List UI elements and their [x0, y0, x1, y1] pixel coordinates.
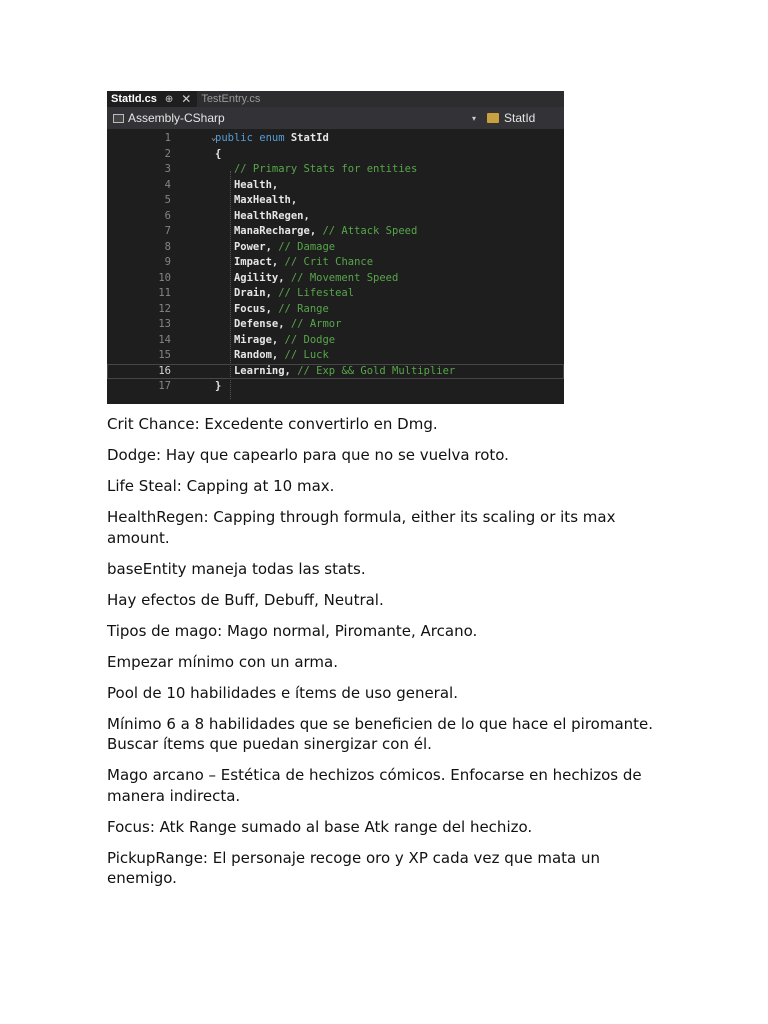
code-comment: // Crit Chance — [284, 256, 374, 268]
code-comment: // Exp && Gold Multiplier — [297, 364, 456, 377]
editor-tab-bar — [107, 91, 564, 107]
chevron-down-icon[interactable]: ▾ — [472, 113, 477, 123]
note-paragraph: Life Steal: Capping at 10 max. — [107, 477, 335, 495]
navigation-bar — [107, 107, 564, 129]
tab-label: TestEntry.cs — [201, 93, 261, 105]
line-number: 11 — [158, 287, 171, 299]
note-paragraph: Crit Chance: Excedente convertirlo en Dmg. — [107, 415, 438, 433]
code-line — [107, 271, 564, 287]
code-line — [107, 286, 564, 302]
code-text — [215, 348, 329, 364]
code-token: Defense, — [215, 318, 291, 330]
line-number: 16 — [158, 364, 171, 377]
code-text — [215, 286, 354, 302]
note-paragraph: Focus: Atk Range sumado al base Atk range del hechizo. — [107, 817, 533, 836]
line-number: 14 — [158, 333, 171, 346]
code-text — [215, 333, 335, 349]
code-line — [107, 147, 564, 163]
code-line — [107, 224, 564, 240]
code-token: HealthRegen, — [215, 209, 310, 222]
code-token — [215, 163, 234, 175]
project-icon — [113, 114, 124, 123]
close-icon[interactable]: ✕ — [181, 92, 192, 106]
code-token: Health, — [215, 178, 279, 191]
code-comment: // Damage — [278, 240, 336, 253]
code-text — [215, 178, 278, 194]
line-number: 9 — [164, 256, 171, 268]
tab-testentry[interactable] — [197, 91, 266, 107]
line-number: 8 — [164, 240, 171, 253]
project-dropdown[interactable]: Assembly-CSharp — [128, 111, 225, 125]
line-number: 6 — [164, 209, 171, 222]
code-line — [107, 178, 564, 194]
code-line — [107, 162, 564, 178]
code-line — [107, 348, 564, 364]
line-number: 5 — [164, 194, 171, 206]
code-text — [215, 255, 373, 271]
code-text — [215, 147, 221, 163]
code-comment: // Attack Speed — [322, 225, 418, 237]
line-number: 7 — [164, 225, 171, 237]
note-paragraph: PickupRange: El personaje recoge oro y XP cada vez que mata un enemigo. — [107, 848, 600, 887]
note-paragraph: Dodge: Hay que capearlo para que no se vuelva roto. — [107, 446, 509, 464]
code-token: MaxHealth, — [215, 194, 298, 206]
code-screenshot — [107, 91, 564, 404]
code-token: Mirage, — [215, 333, 285, 346]
code-text — [215, 271, 398, 287]
keyword: public enum — [215, 132, 291, 144]
code-token: Power, — [215, 240, 279, 253]
code-token: { — [215, 147, 222, 160]
line-number: 17 — [158, 380, 171, 392]
code-token: Impact, — [215, 256, 285, 268]
note-paragraph: Mago arcano – Estética de hechizos cómicos. Enfocarse en hechizos de manera indirecta. — [107, 766, 642, 805]
note-paragraph: Pool de 10 habilidades e ítems de uso general. — [107, 683, 458, 702]
line-number: 13 — [158, 318, 171, 330]
code-text — [215, 240, 335, 256]
line-number: 4 — [164, 178, 171, 191]
code-comment: // Primary Stats for entities — [233, 163, 418, 175]
code-comment: // Dodge — [284, 333, 336, 346]
code-comment: // Movement Speed — [290, 271, 399, 284]
code-line — [107, 131, 564, 147]
note-paragraph: Hay efectos de Buff, Debuff, Neutral. — [107, 590, 384, 609]
code-comment: // Luck — [284, 349, 329, 361]
note-paragraph: baseEntity maneja todas las stats. — [107, 559, 366, 578]
code-text — [215, 193, 297, 209]
line-number: 15 — [158, 349, 171, 361]
code-token: Focus, — [215, 302, 279, 315]
code-text — [215, 317, 341, 333]
code-line — [107, 255, 564, 271]
code-token: Learning, — [215, 364, 298, 377]
document-body — [107, 414, 667, 899]
code-text — [215, 364, 455, 380]
code-text — [215, 224, 417, 240]
code-line — [107, 240, 564, 256]
code-line — [107, 209, 564, 225]
tab-label: StatId.cs — [111, 93, 157, 105]
type-dropdown[interactable]: StatId — [504, 111, 536, 125]
code-area[interactable] — [107, 129, 564, 395]
code-comment: // Range — [278, 302, 329, 315]
code-line — [107, 379, 564, 395]
code-line — [107, 317, 564, 333]
code-token: Drain, — [215, 287, 279, 299]
enum-icon — [487, 113, 499, 123]
code-text — [215, 302, 329, 318]
identifier: StatId — [290, 132, 329, 144]
code-text — [215, 131, 329, 147]
tab-statid[interactable] — [107, 91, 197, 107]
note-paragraph: HealthRegen: Capping through formula, either its scaling or its max amount. — [107, 508, 616, 547]
line-number: 10 — [158, 271, 171, 284]
pin-icon[interactable]: ⊕ — [164, 93, 174, 105]
code-text — [215, 162, 417, 178]
code-comment: // Armor — [290, 318, 342, 330]
code-line — [107, 302, 564, 318]
line-number: 3 — [164, 163, 171, 175]
line-number: 2 — [164, 147, 171, 160]
code-comment: // Lifesteal — [278, 287, 355, 299]
code-line — [107, 333, 564, 349]
code-text — [215, 209, 310, 225]
note-paragraph: Empezar mínimo con un arma. — [107, 652, 338, 671]
code-token: } — [215, 380, 222, 392]
code-token: Random, — [215, 349, 285, 361]
code-token: Agility, — [215, 271, 291, 284]
code-text — [215, 379, 221, 395]
code-line — [107, 364, 564, 380]
note-paragraph: Mínimo 6 a 8 habilidades que se beneficien de lo que hace el piromante. Buscar ítems que puedan sinergizar con él. — [107, 714, 654, 753]
fold-icon[interactable]: ⌄ — [211, 133, 217, 143]
note-paragraph: Tipos de mago: Mago normal, Piromante, Arcano. — [107, 621, 478, 640]
line-number: 1 — [164, 132, 171, 144]
code-line — [107, 193, 564, 209]
line-number: 12 — [158, 302, 171, 315]
code-token: ManaRecharge, — [215, 225, 323, 237]
